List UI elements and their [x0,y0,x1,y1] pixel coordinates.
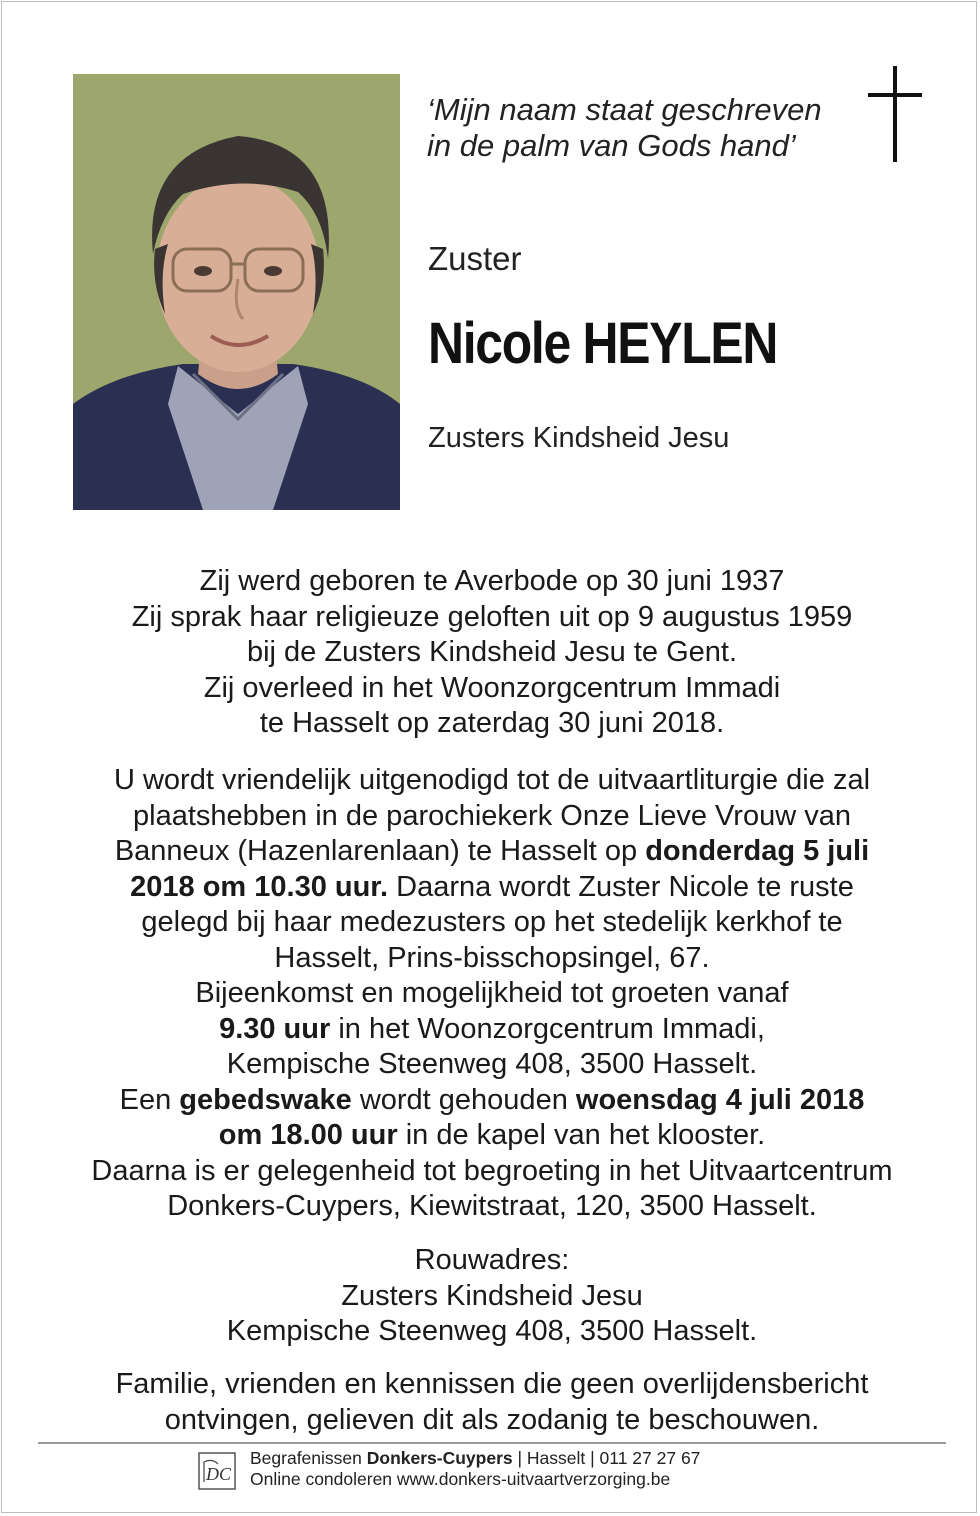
footer-line-1 [250,1448,700,1469]
vigil-time: om 18.00 uur [218,1119,398,1151]
cross-icon [868,66,922,162]
bio-line: Zij werd geboren te Averbode op 30 juni 1937 [199,565,785,597]
funeral-line [42,1083,942,1119]
footer-divider [38,1442,946,1444]
funeral-line: gelegd bij haar medezusters op het stedelijk kerkhof te [141,906,843,938]
closing-line: Familie, vrienden en kennissen die geen overlijdensbericht [115,1368,869,1400]
obituary-card [1,1,977,1513]
address-line: Zusters Kindsheid Jesu [341,1279,643,1312]
funeral-text: wordt gehouden [351,1083,576,1116]
funeral-line: U wordt vriendelijk uitgenodigd tot de uitvaartliturgie die zal [113,764,871,796]
bio-line: Zij sprak haar religieuze geloften uit op 9 augustus 1959 [131,600,853,633]
funeral-text: Daarna wordt Zuster Nicole te ruste [388,870,854,903]
funeral-line: Bijeenkomst en mogelijkheid tot groeten vanaf [195,977,789,1009]
gathering-time: 9.30 uur [219,1012,331,1045]
funeral-date: donderdag 5 juli [645,835,870,867]
vigil-date: woensdag 4 juli 2018 [575,1083,865,1116]
bio-line: te Hasselt op zaterdag 30 juni 2018. [259,707,725,739]
quote-line-2: in de palm van Gods hand’ [427,128,796,163]
quote-line-1: ‘Mijn naam staat geschreven [427,92,822,127]
funeral-line: Kempische Steenweg 408, 3500 Hasselt. [226,1048,758,1080]
footer-company: Donkers-Cuypers [366,1448,513,1468]
funeral-time: 2018 om 10.30 uur. [130,870,389,903]
funeral-line [42,870,942,906]
footer-text [250,1448,700,1490]
footer-prefix: Begrafenissen [250,1448,367,1468]
funeral-line: Donkers-Cuypers, Kiewitstraat, 120, 3500 Hasselt. [167,1190,817,1222]
funeral-details-paragraph [42,763,942,1225]
funeral-line [42,834,942,870]
address-line: Kempische Steenweg 408, 3500 Hasselt. [226,1315,758,1347]
bio-line: bij de Zusters Kindsheid Jesu te Gent. [246,636,738,668]
bio-line: Zij overleed in het Woonzorgcentrum Immadi [203,671,781,704]
funeral-line: Hasselt, Prins-bisschopsingel, 67. [274,941,710,974]
logo-monogram: DC [206,1464,232,1484]
person-congregation: Zusters Kindsheid Jesu [428,422,730,454]
biography-paragraph [42,564,942,742]
footer-contact: | Hasselt | 011 27 27 67 [512,1448,701,1468]
epitaph-quote [427,92,822,164]
funeral-line [42,1012,942,1048]
person-name: Nicole HEYLEN [428,311,778,376]
funeral-home-footer [198,1448,798,1496]
funeral-text: in de kapel van het klooster. [397,1119,766,1151]
funeral-home-logo [198,1452,236,1490]
vigil-label: gebedswake [179,1083,352,1116]
funeral-line [42,1118,942,1154]
portrait-photo [73,74,400,510]
funeral-text: Een [119,1083,180,1116]
mourning-address [42,1243,942,1350]
portrait-illustration [73,74,400,510]
person-title: Zuster [428,240,522,277]
closing-line: ontvingen, gelieven dit als zodanig te beschouwen. [164,1403,820,1436]
address-label: Rouwadres: [414,1244,570,1276]
funeral-text: Banneux (Hazenlarenlaan) te Hasselt op [114,835,646,867]
funeral-text: in het Woonzorgcentrum Immadi, [330,1012,765,1045]
funeral-line: Daarna is er gelegenheid tot begroeting in het Uitvaartcentrum [91,1154,893,1187]
closing-note [42,1367,942,1438]
footer-line-2[interactable]: Online condoleren www.donkers-uitvaartverzorging.be [250,1469,671,1489]
funeral-line: plaatshebben in de parochiekerk Onze Lieve Vrouw van [133,799,851,832]
